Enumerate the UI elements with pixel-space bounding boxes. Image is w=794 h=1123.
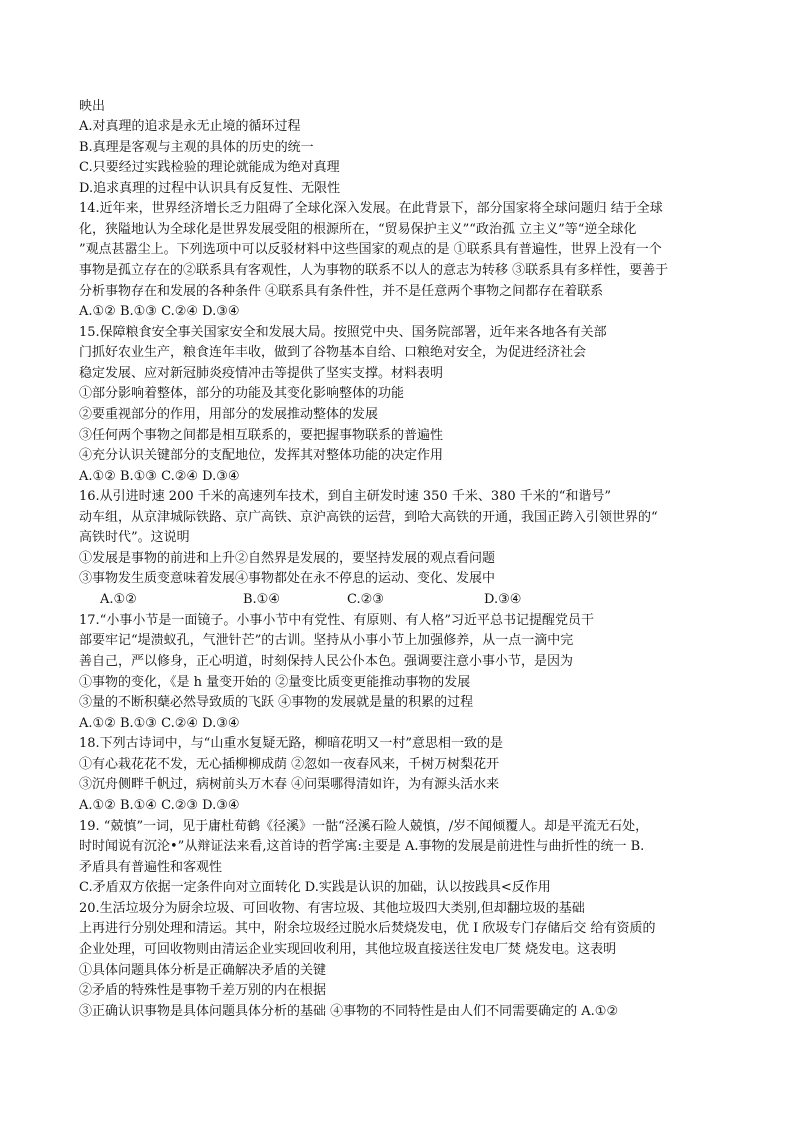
answer-options: A.①② B.①③ C.②④ D.③④ <box>79 469 240 484</box>
statement: ①有心栽花花不发，无心插柳柳成荫 ②忽如一夜春风来，千树万树梨花开 <box>79 757 500 772</box>
text-line: 化，狭隘地认为全球化是世界发展受阻的根源所在，“贸易保护主义”“政治孤 立主义”等“逆全球化 <box>79 222 637 237</box>
option-d: D.追求真理的过程中认识具有反复性、无限性 <box>79 181 341 196</box>
text-line: 稳定发展、应对新冠肺炎疫情冲击等提供了坚实支撑。材料表明 <box>79 366 444 381</box>
text-line: 时时闻说有沉沦•”从辩证法来看,这首诗的哲学寓:主要是 A.事物的发展是前进性与曲折性的统一 B. <box>79 839 645 854</box>
text-line: 映出 <box>79 99 106 114</box>
statement: ①具体问题具体分析是正确解决矛盾的关键 <box>79 963 327 978</box>
question-18: 18.下列古诗词中，与“山重水复疑无路，柳暗花明又一村”意思相一致的是 <box>79 736 503 751</box>
statement: ①部分影响着整体，部分的功能及其变化影响整体的功能 <box>79 386 405 401</box>
option-a: A.对真理的追求是永无止境的循环过程 <box>79 119 301 134</box>
question-19: 19. “兢慎”一词，见于庸杜荀鹤《径溪》一骷“泾溪石险人兢慎，/岁不闻倾覆人。却是平流无石处， <box>79 819 649 834</box>
text-line: 善自己，严以修身，正心明道，时刻保持人民公仆本色。强调要注意小事小节，是因为 <box>79 654 574 669</box>
text-line: 企业处理，可回收物则由清运企业实现回收利用，其他垃圾直接送往发电厂焚 烧发电。这表明 <box>79 942 617 957</box>
answer-options: A.①② B.①③ C.②④ D.③④ <box>79 304 240 319</box>
statement: ③任何两个事物之间都是相互联系的，要把握事物联系的普遍性 <box>79 428 444 443</box>
statement: ①事物的变化，《是 h 量变开始的 ②量变比质变更能推动事物的发展 <box>79 675 471 690</box>
question-15: 15.保障粮食安全事关国家安全和发展大局。按照党中央、国务院部署，近年来各地各有关部 <box>79 325 607 340</box>
text-line: 部要牢记“堤溃蚁孔，气泄针芒”的古训。坚持从小事小节上加强修养，从一点一滴中完 <box>79 633 574 648</box>
text-line: 事物是孤立存在的②联系具有客观性，人为事物的联系不以人的意志为转移 ③联系具有多样性，要善于 <box>79 263 669 278</box>
option-b: B.真理是客观与主观的具体的历史的统一 <box>79 140 314 155</box>
text-line: 分析事物存在和发展的各种条件 ④联系具有条件性，并不是任意两个事物之间都存在着联系 <box>79 284 604 299</box>
text-line: 高铁时代”。这说明 <box>79 530 190 545</box>
statement: ②矛盾的特殊性是事物千差万别的内在根据 <box>79 983 327 998</box>
statement: ④充分认识关键部分的支配地位，发挥其对整体功能的决定作用 <box>79 448 444 463</box>
question-16: 16.从引进时速 200 千米的高速列车技术，到自主研发时速 350 千米、380 千米的“和谐号” <box>79 489 612 504</box>
option-c: C.只要经过实践检验的理论就能成为绝对真理 <box>79 160 340 175</box>
text-line: 动车组，从京津城际铁路、京广高铁、京沪高铁的运营，到哈大高铁的开通，我国正跨入引领世界的“ <box>79 510 658 525</box>
q16-option-a: A.①② <box>100 592 137 607</box>
statement: ③事物发生质变意味着发展④事物都处在永不停息的运动、变化、发展中 <box>79 571 496 586</box>
statement: ③沉舟侧畔千帆过，病树前头万木春 ④问渠哪得清如许，为有源头活水来 <box>79 777 500 792</box>
answer-options: A.①② B.①④ C.②③ D.③④ <box>79 798 240 813</box>
q16-option-c: C.②③ <box>347 592 384 607</box>
statement: ③量的不断积蘖必然导致质的飞跃 ④事物的发展就是量的积累的过程 <box>79 695 474 710</box>
answer-options: A.①② B.①③ C.②④ D.③④ <box>79 716 240 731</box>
statement: ③正确认识事物是具体问题具体分析的基础 ④事物的不同特性是由人们不同需要确定的 A.①② <box>79 1004 619 1019</box>
question-20: 20.生活垃圾分为厨余垃圾、可回收物、有害垃圾、其他垃圾四大类别,但却翻垃圾的基础 <box>79 901 585 916</box>
text-line: 矛盾具有普遍性和客观性 <box>79 860 223 875</box>
text-line: 门抓好农业生产，粮食连年丰收，做到了谷物基本自给、口粮绝对安全，为促进经济社会 <box>79 345 587 360</box>
statement: ①发展是事物的前进和上升②自然界是发展的，要坚持发展的观点看问题 <box>79 551 496 566</box>
text-line: C.矛盾双方依据一定条件向对立面转化 D.实践是认识的加础，认以按践具<反作用 <box>79 880 551 895</box>
statement: ②要重视部分的作用，用部分的发展推动整体的发展 <box>79 407 379 422</box>
text-line: 上再进行分别处理和清运。其中，附余垃圾经过脱水后焚烧发电，优 I 欣圾专门存储后交 给有资质的 <box>79 921 656 936</box>
q16-option-d: D.③④ <box>484 592 522 607</box>
question-17: 17.“小事小节是一面镜子。小事小节中有党性、有原则、有人格”习近平总书记提醒党员干 <box>79 613 594 628</box>
q16-option-b: B.①④ <box>243 592 280 607</box>
text-line: ”观点甚嚣尘上。下列选项中可以反驳材料中这些国家的观点的是 ①联系具有普遍性，世界上没有一个 <box>79 242 662 257</box>
question-14: 14.近年来，世界经济增长乏力阻碍了全球化深入发展。在此背景下，部分国家将全球问题归 结于全球 <box>79 201 663 216</box>
